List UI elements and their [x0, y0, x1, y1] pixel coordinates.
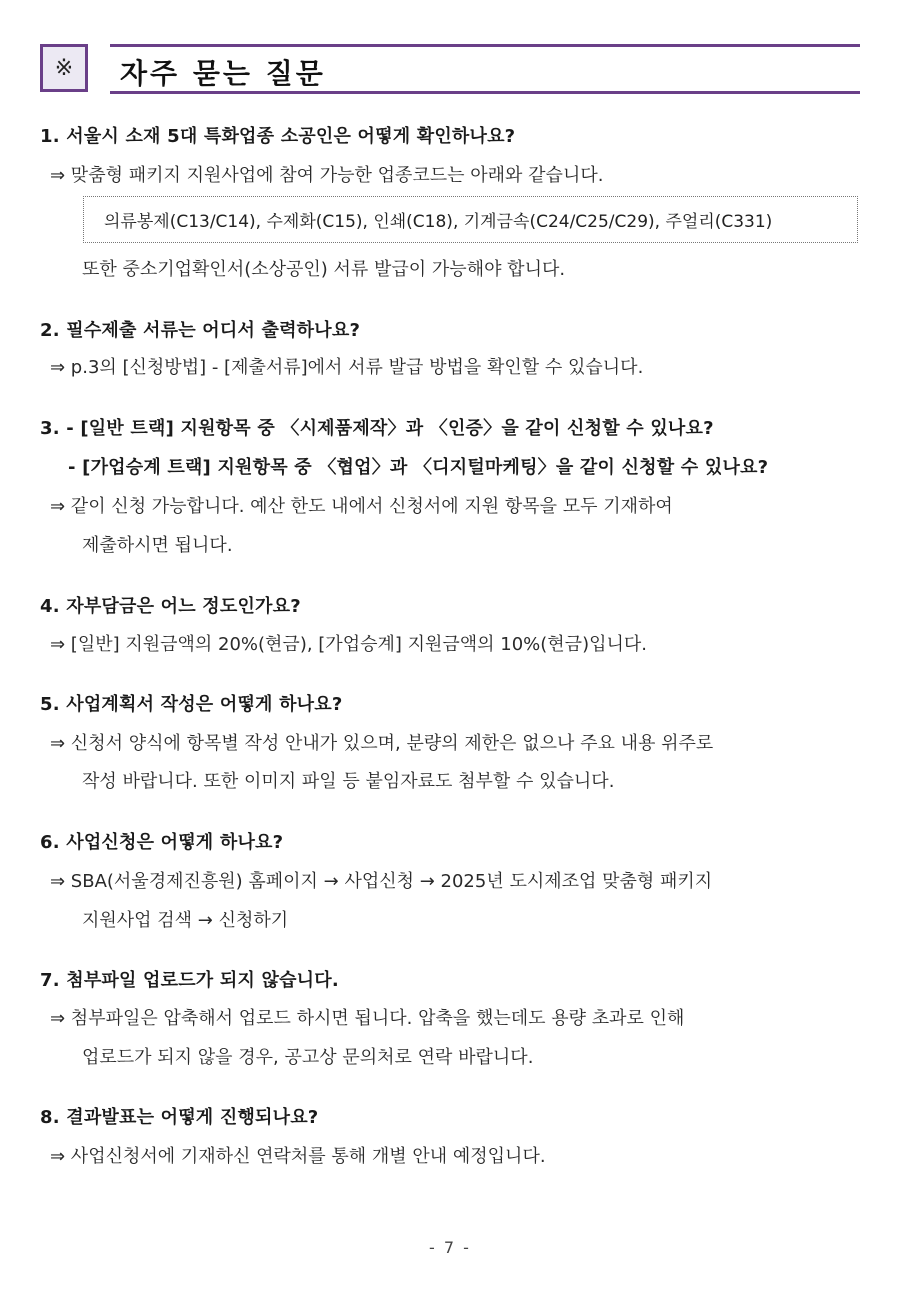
- faq-answer-1: ⇒ 맞춤형 패키지 지원사업에 참여 가능한 업종코드는 아래와 같습니다.: [50, 165, 604, 186]
- title-bar: [110, 44, 860, 94]
- faq-question-7: 7. 첨부파일 업로드가 되지 않습니다.: [40, 970, 339, 991]
- page-number: - 7 -: [429, 1238, 471, 1257]
- faq-question-3-line-2: - [가업승계 트랙] 지원항목 중 〈협업〉과 〈디지털마케팅〉을 같이 신청할 수 있나요?: [68, 457, 769, 478]
- faq-question-3-line-1: 3. - [일반 트랙] 지원항목 중 〈시제품제작〉과 〈인증〉을 같이 신청할 수 있나요?: [40, 418, 714, 439]
- industry-code-box: [83, 196, 858, 243]
- faq-answer-7-line-2: 업로드가 되지 않을 경우, 공고상 문의처로 연락 바랍니다.: [82, 1047, 534, 1068]
- faq-answer-7-line-1: ⇒ 첨부파일은 압축해서 업로드 하시면 됩니다. 압축을 했는데도 용량 초과로 인해: [50, 1008, 685, 1029]
- faq-answer-4: ⇒ [일반] 지원금액의 20%(현금), [가업승계] 지원금액의 10%(현금)입니다.: [50, 634, 647, 655]
- page-title: 자주 묻는 질문: [120, 57, 326, 90]
- faq-question-2: 2. 필수제출 서류는 어디서 출력하나요?: [40, 320, 361, 341]
- faq-question-6: 6. 사업신청은 어떻게 하나요?: [40, 832, 284, 853]
- faq-question-8: 8. 결과발표는 어떻게 진행되나요?: [40, 1107, 319, 1128]
- faq-question-4: 4. 자부담금은 어느 정도인가요?: [40, 596, 301, 617]
- faq-answer-1-note: 또한 중소기업확인서(소상공인) 서류 발급이 가능해야 합니다.: [82, 259, 566, 280]
- faq-question-1: 1. 서울시 소재 5대 특화업종 소공인은 어떻게 확인하나요?: [40, 126, 516, 147]
- reference-mark: ※: [54, 55, 74, 81]
- faq-answer-5-line-1: ⇒ 신청서 양식에 항목별 작성 안내가 있으며, 분량의 제한은 없으나 주요 내용 위주로: [50, 733, 714, 754]
- faq-answer-5-line-2: 작성 바랍니다. 또한 이미지 파일 등 붙임자료도 첨부할 수 있습니다.: [82, 771, 615, 792]
- faq-answer-8: ⇒ 사업신청서에 기재하신 연락처를 통해 개별 안내 예정입니다.: [50, 1146, 546, 1167]
- industry-codes: 의류봉제(C13/C14), 수제화(C15), 인쇄(C18), 기계금속(C24/C25/C29), 주얼리(C331): [104, 212, 773, 232]
- faq-question-5: 5. 사업계획서 작성은 어떻게 하나요?: [40, 694, 343, 715]
- faq-answer-6-line-1: ⇒ SBA(서울경제진흥원) 홈페이지 → 사업신청 → 2025년 도시제조업 맞춤형 패키지: [50, 871, 713, 892]
- faq-answer-6-line-2: 지원사업 검색 → 신청하기: [82, 910, 289, 931]
- faq-answer-3-line-2: 제출하시면 됩니다.: [82, 535, 233, 556]
- reference-mark-box: [40, 44, 88, 92]
- faq-answer-3-line-1: ⇒ 같이 신청 가능합니다. 예산 한도 내에서 신청서에 지원 항목을 모두 기재하여: [50, 496, 673, 517]
- faq-answer-2: ⇒ p.3의 [신청방법] - [제출서류]에서 서류 발급 방법을 확인할 수 있습니다.: [50, 357, 644, 378]
- section-header: [40, 44, 860, 96]
